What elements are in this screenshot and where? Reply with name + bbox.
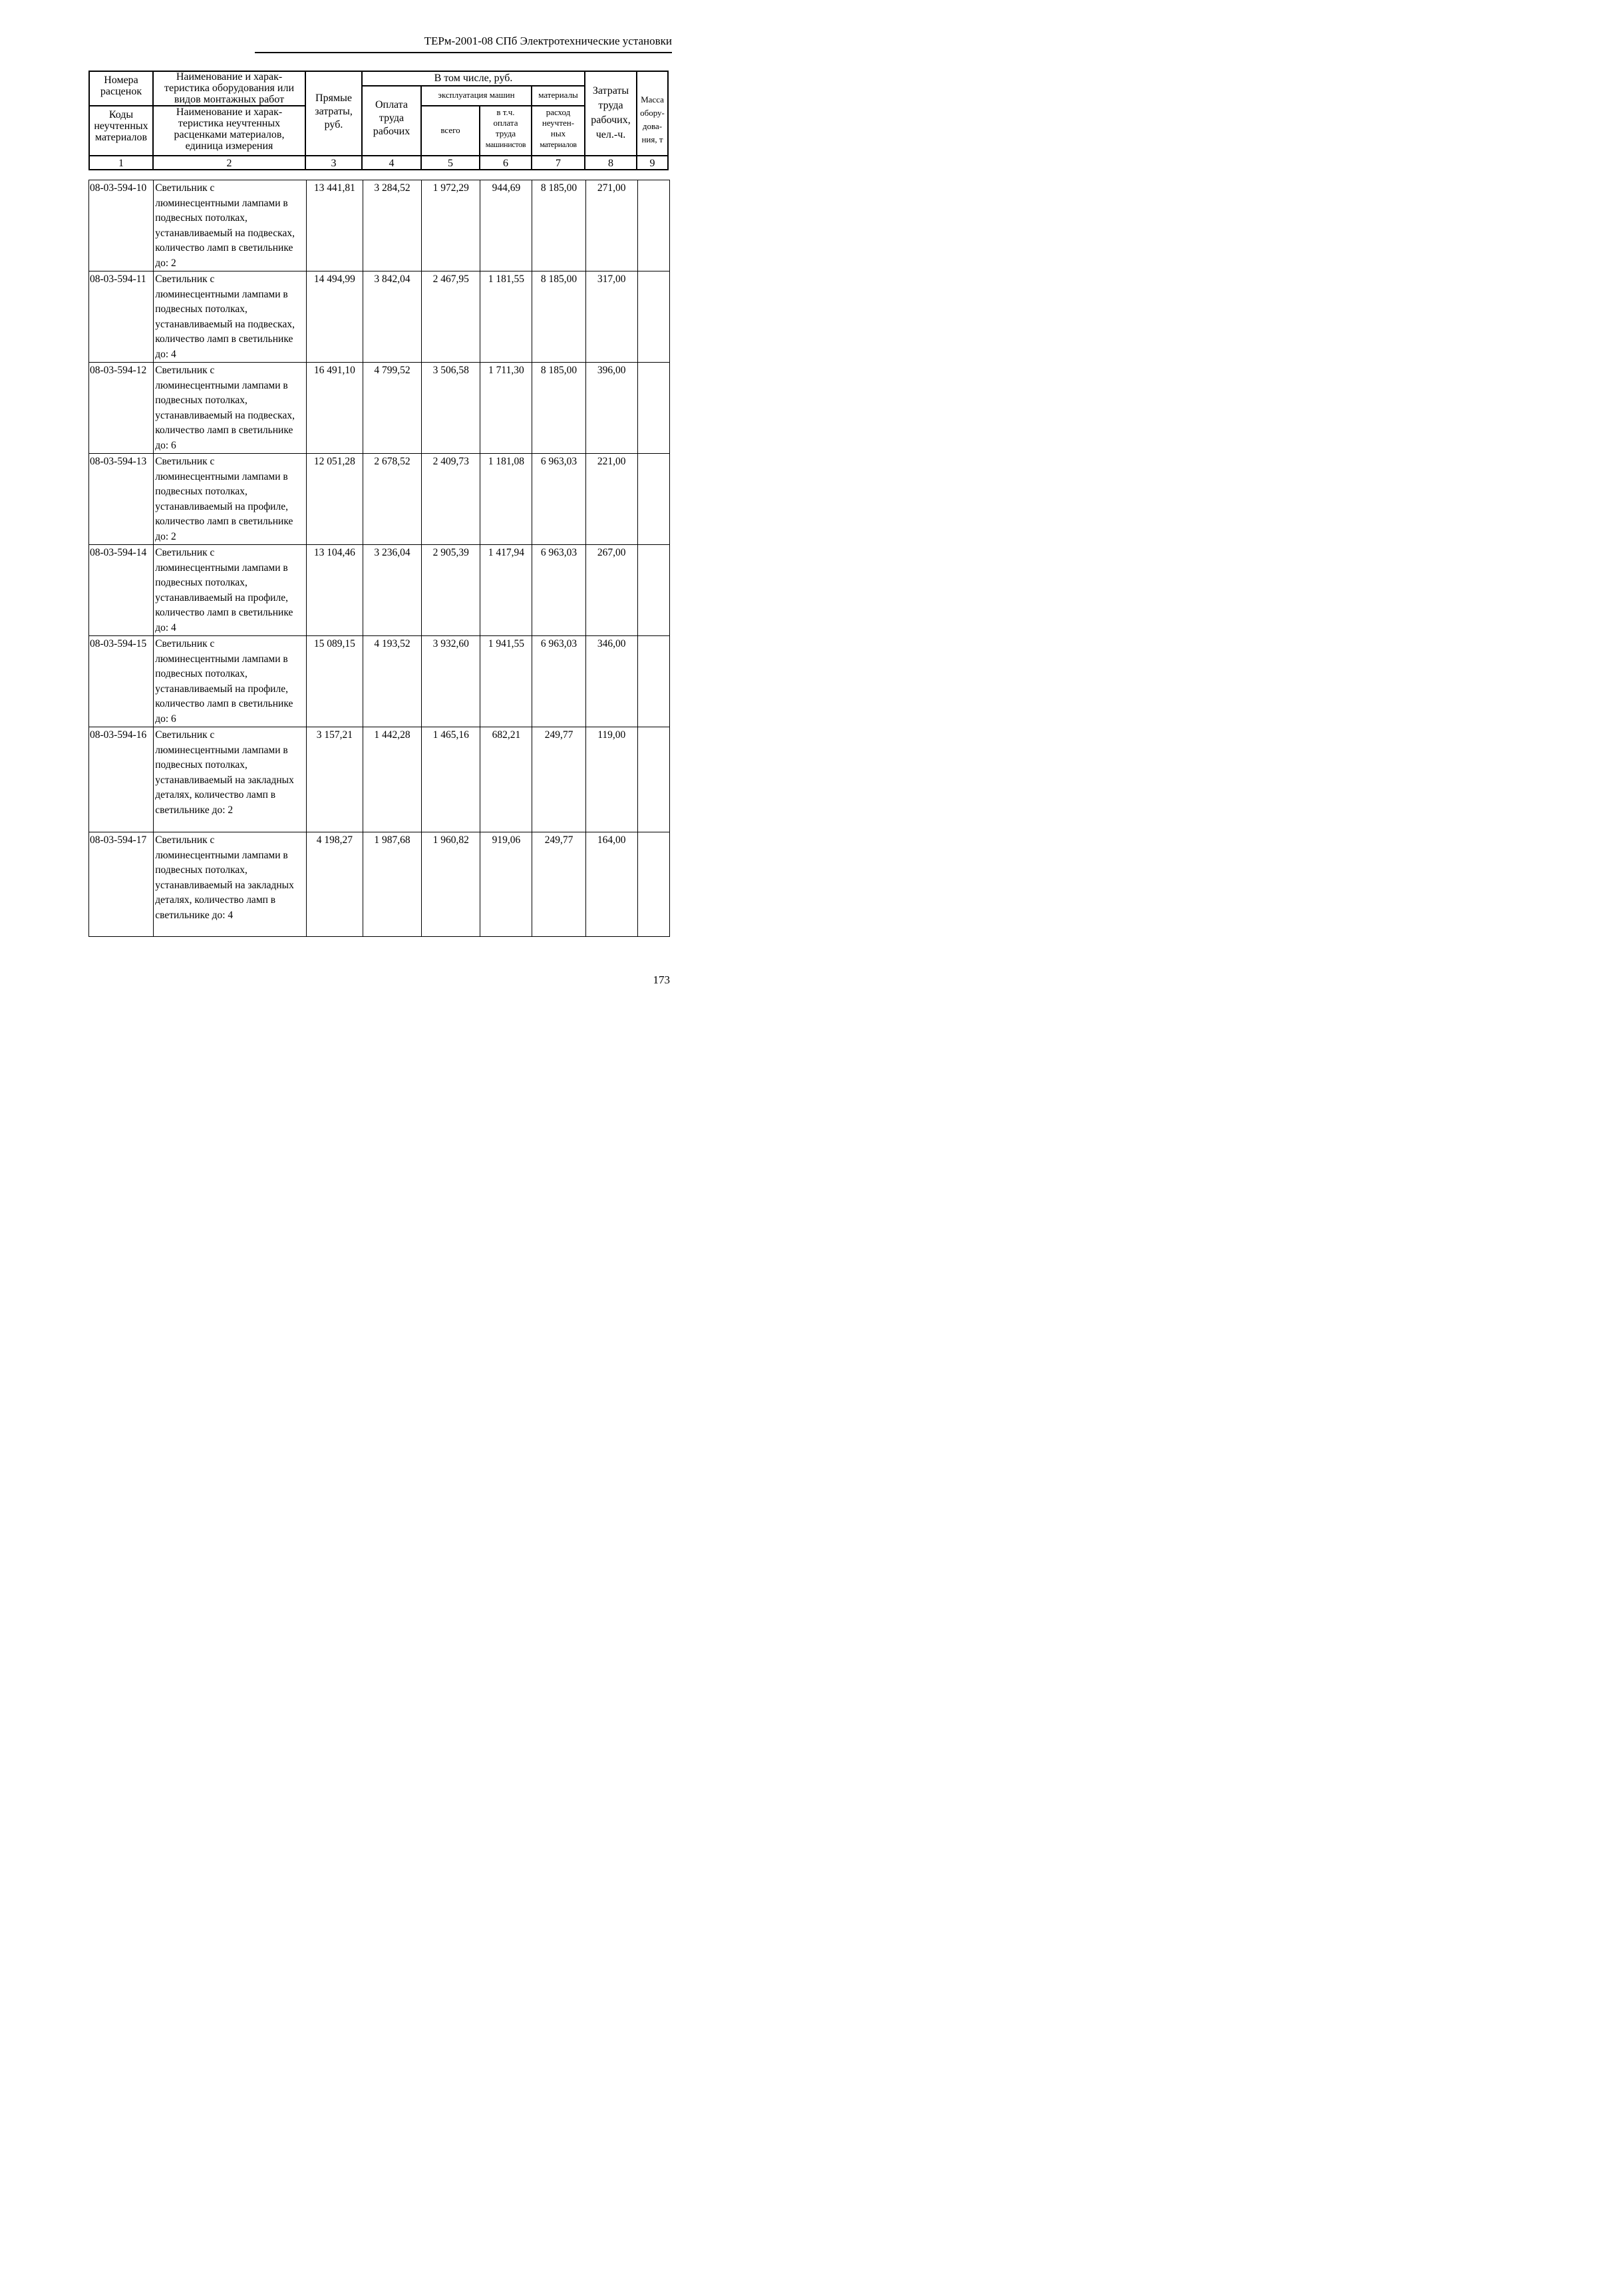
- labor-hours: 221,00: [585, 454, 637, 545]
- machinist-pay: 682,21: [480, 727, 532, 832]
- machines-total: 2 467,95: [422, 271, 480, 363]
- labor-hours: 317,00: [585, 271, 637, 363]
- work-name: Светильник с люминесцентными лампами в подвесных потолках, устанавливаемый на закладных деталях, количество ламп в светильнике до: 2: [154, 727, 307, 832]
- rate-code: 08-03-594-14: [89, 545, 154, 636]
- machinist-pay: 919,06: [480, 832, 532, 937]
- rate-code: 08-03-594-11: [89, 271, 154, 363]
- rate-code: 08-03-594-16: [89, 727, 154, 832]
- rate-code: 08-03-594-10: [89, 180, 154, 271]
- direct-costs: 12 051,28: [306, 454, 363, 545]
- header-work-name: Наименование и харак- теристика оборудования или видов монтажных работ: [164, 71, 295, 105]
- direct-costs: 13 104,46: [306, 545, 363, 636]
- machinist-pay: 1 941,55: [480, 636, 532, 727]
- column-number: 6: [503, 158, 508, 169]
- column-number: 1: [118, 158, 124, 169]
- direct-costs: 3 157,21: [306, 727, 363, 832]
- header-machines: эксплуатация машин: [438, 90, 515, 100]
- table-row: [89, 727, 670, 832]
- equipment-mass: [637, 363, 669, 454]
- direct-costs: 4 198,27: [306, 832, 363, 937]
- work-name: Светильник с люминесцентными лампами в подвесных потолках, устанавливаемый на подвесках, количество ламп в светильнике до: 2: [154, 180, 307, 271]
- machines-total: 2 409,73: [422, 454, 480, 545]
- labor-pay: 1 442,28: [363, 727, 421, 832]
- machines-total: 1 465,16: [422, 727, 480, 832]
- machinist-pay: 1 711,30: [480, 363, 532, 454]
- machinist-pay: 1 417,94: [480, 545, 532, 636]
- column-number: 2: [226, 158, 232, 169]
- labor-pay: 3 842,04: [363, 271, 421, 363]
- labor-pay: 1 987,68: [363, 832, 421, 937]
- machines-total: 3 506,58: [422, 363, 480, 454]
- column-number: 3: [331, 158, 337, 169]
- labor-pay: 3 236,04: [363, 545, 421, 636]
- machinist-pay: 1 181,55: [480, 271, 532, 363]
- equipment-mass: [637, 454, 669, 545]
- labor-hours: 346,00: [585, 636, 637, 727]
- column-number: 5: [448, 158, 453, 169]
- labor-hours: 164,00: [585, 832, 637, 937]
- header-rate-numbers: Номера расценок: [100, 75, 142, 97]
- table-row: [89, 271, 670, 363]
- equipment-mass: [637, 832, 669, 937]
- labor-hours: 396,00: [585, 363, 637, 454]
- direct-costs: 14 494,99: [306, 271, 363, 363]
- work-name: Светильник с люминесцентными лампами в подвесных потолках, устанавливаемый на подвесках, количество ламп в светильнике до: 4: [154, 271, 307, 363]
- column-number: 9: [649, 158, 655, 169]
- equipment-mass: [637, 727, 669, 832]
- rate-code: 08-03-594-12: [89, 363, 154, 454]
- rate-code: 08-03-594-15: [89, 636, 154, 727]
- work-name: Светильник с люминесцентными лампами в подвесных потолках, устанавливаемый на профиле, количество ламп в светильнике до: 6: [154, 636, 307, 727]
- direct-costs: 16 491,10: [306, 363, 363, 454]
- machinist-pay: 1 181,08: [480, 454, 532, 545]
- column-number: 8: [608, 158, 613, 169]
- machines-total: 1 960,82: [422, 832, 480, 937]
- labor-pay: 2 678,52: [363, 454, 421, 545]
- header-including: В том числе, руб.: [434, 73, 513, 84]
- work-name: Светильник с люминесцентными лампами в подвесных потолках, устанавливаемый на профиле, количество ламп в светильнике до: 4: [154, 545, 307, 636]
- header-unaccounted-materials: расход неучтен- ных материалов: [540, 107, 577, 149]
- machines-total: 1 972,29: [422, 180, 480, 271]
- column-number: 4: [389, 158, 395, 169]
- labor-pay: 4 799,52: [363, 363, 421, 454]
- equipment-mass: [637, 545, 669, 636]
- page-number: 173: [653, 973, 670, 986]
- equipment-mass: [637, 636, 669, 727]
- column-number: 7: [556, 158, 561, 169]
- materials-cost: 8 185,00: [532, 180, 585, 271]
- table-row: [89, 454, 670, 545]
- header-equipment-mass: Масса обору- дова- ния, т: [640, 94, 665, 144]
- header-machines-total: всего: [440, 125, 460, 135]
- work-name: Светильник с люминесцентными лампами в подвесных потолках, устанавливаемый на подвесках, количество ламп в светильнике до: 6: [154, 363, 307, 454]
- work-name: Светильник с люминесцентными лампами в подвесных потолках, устанавливаемый на закладных деталях, количество ламп в светильнике до: 4: [154, 832, 307, 937]
- labor-hours: 119,00: [585, 727, 637, 832]
- table-row: [89, 180, 670, 271]
- materials-cost: 6 963,03: [532, 636, 585, 727]
- rate-code: 08-03-594-13: [89, 454, 154, 545]
- machinist-pay: 944,69: [480, 180, 532, 271]
- machines-total: 3 932,60: [422, 636, 480, 727]
- machines-total: 2 905,39: [422, 545, 480, 636]
- equipment-mass: [637, 271, 669, 363]
- table-row: [89, 832, 670, 937]
- header-labor-hours: Затраты труда рабочих, чел.-ч.: [591, 85, 631, 140]
- table-header: [88, 71, 669, 170]
- header-direct-costs: Прямые затраты, руб.: [315, 92, 353, 130]
- rate-code: 08-03-594-17: [89, 832, 154, 937]
- materials-cost: 249,77: [532, 727, 585, 832]
- header-labor-pay: Оплата труда рабочих: [373, 99, 410, 137]
- header-rule: [255, 52, 672, 53]
- materials-cost: 6 963,03: [532, 454, 585, 545]
- materials-cost: 8 185,00: [532, 271, 585, 363]
- materials-cost: 249,77: [532, 832, 585, 937]
- table-row: [89, 545, 670, 636]
- table-row: [89, 636, 670, 727]
- rates-table: [88, 180, 670, 937]
- labor-hours: 271,00: [585, 180, 637, 271]
- direct-costs: 15 089,15: [306, 636, 363, 727]
- equipment-mass: [637, 180, 669, 271]
- direct-costs: 13 441,81: [306, 180, 363, 271]
- labor-hours: 267,00: [585, 545, 637, 636]
- table-row: [89, 363, 670, 454]
- labor-pay: 4 193,52: [363, 636, 421, 727]
- work-name: Светильник с люминесцентными лампами в подвесных потолках, устанавливаемый на профиле, количество ламп в светильнике до: 2: [154, 454, 307, 545]
- header-material-name: Наименование и харак- теристика неучтенных расценками материалов, единица измерения: [174, 106, 285, 152]
- running-head: ТЕРм-2001-08 СПб Электротехнические установки: [424, 35, 672, 47]
- materials-cost: 6 963,03: [532, 545, 585, 636]
- materials-cost: 8 185,00: [532, 363, 585, 454]
- header-material-codes: Коды неучтенных материалов: [94, 109, 148, 143]
- header-materials: материалы: [538, 90, 578, 100]
- header-machinist-pay: в т.ч. оплата труда машинистов: [485, 107, 526, 149]
- labor-pay: 3 284,52: [363, 180, 421, 271]
